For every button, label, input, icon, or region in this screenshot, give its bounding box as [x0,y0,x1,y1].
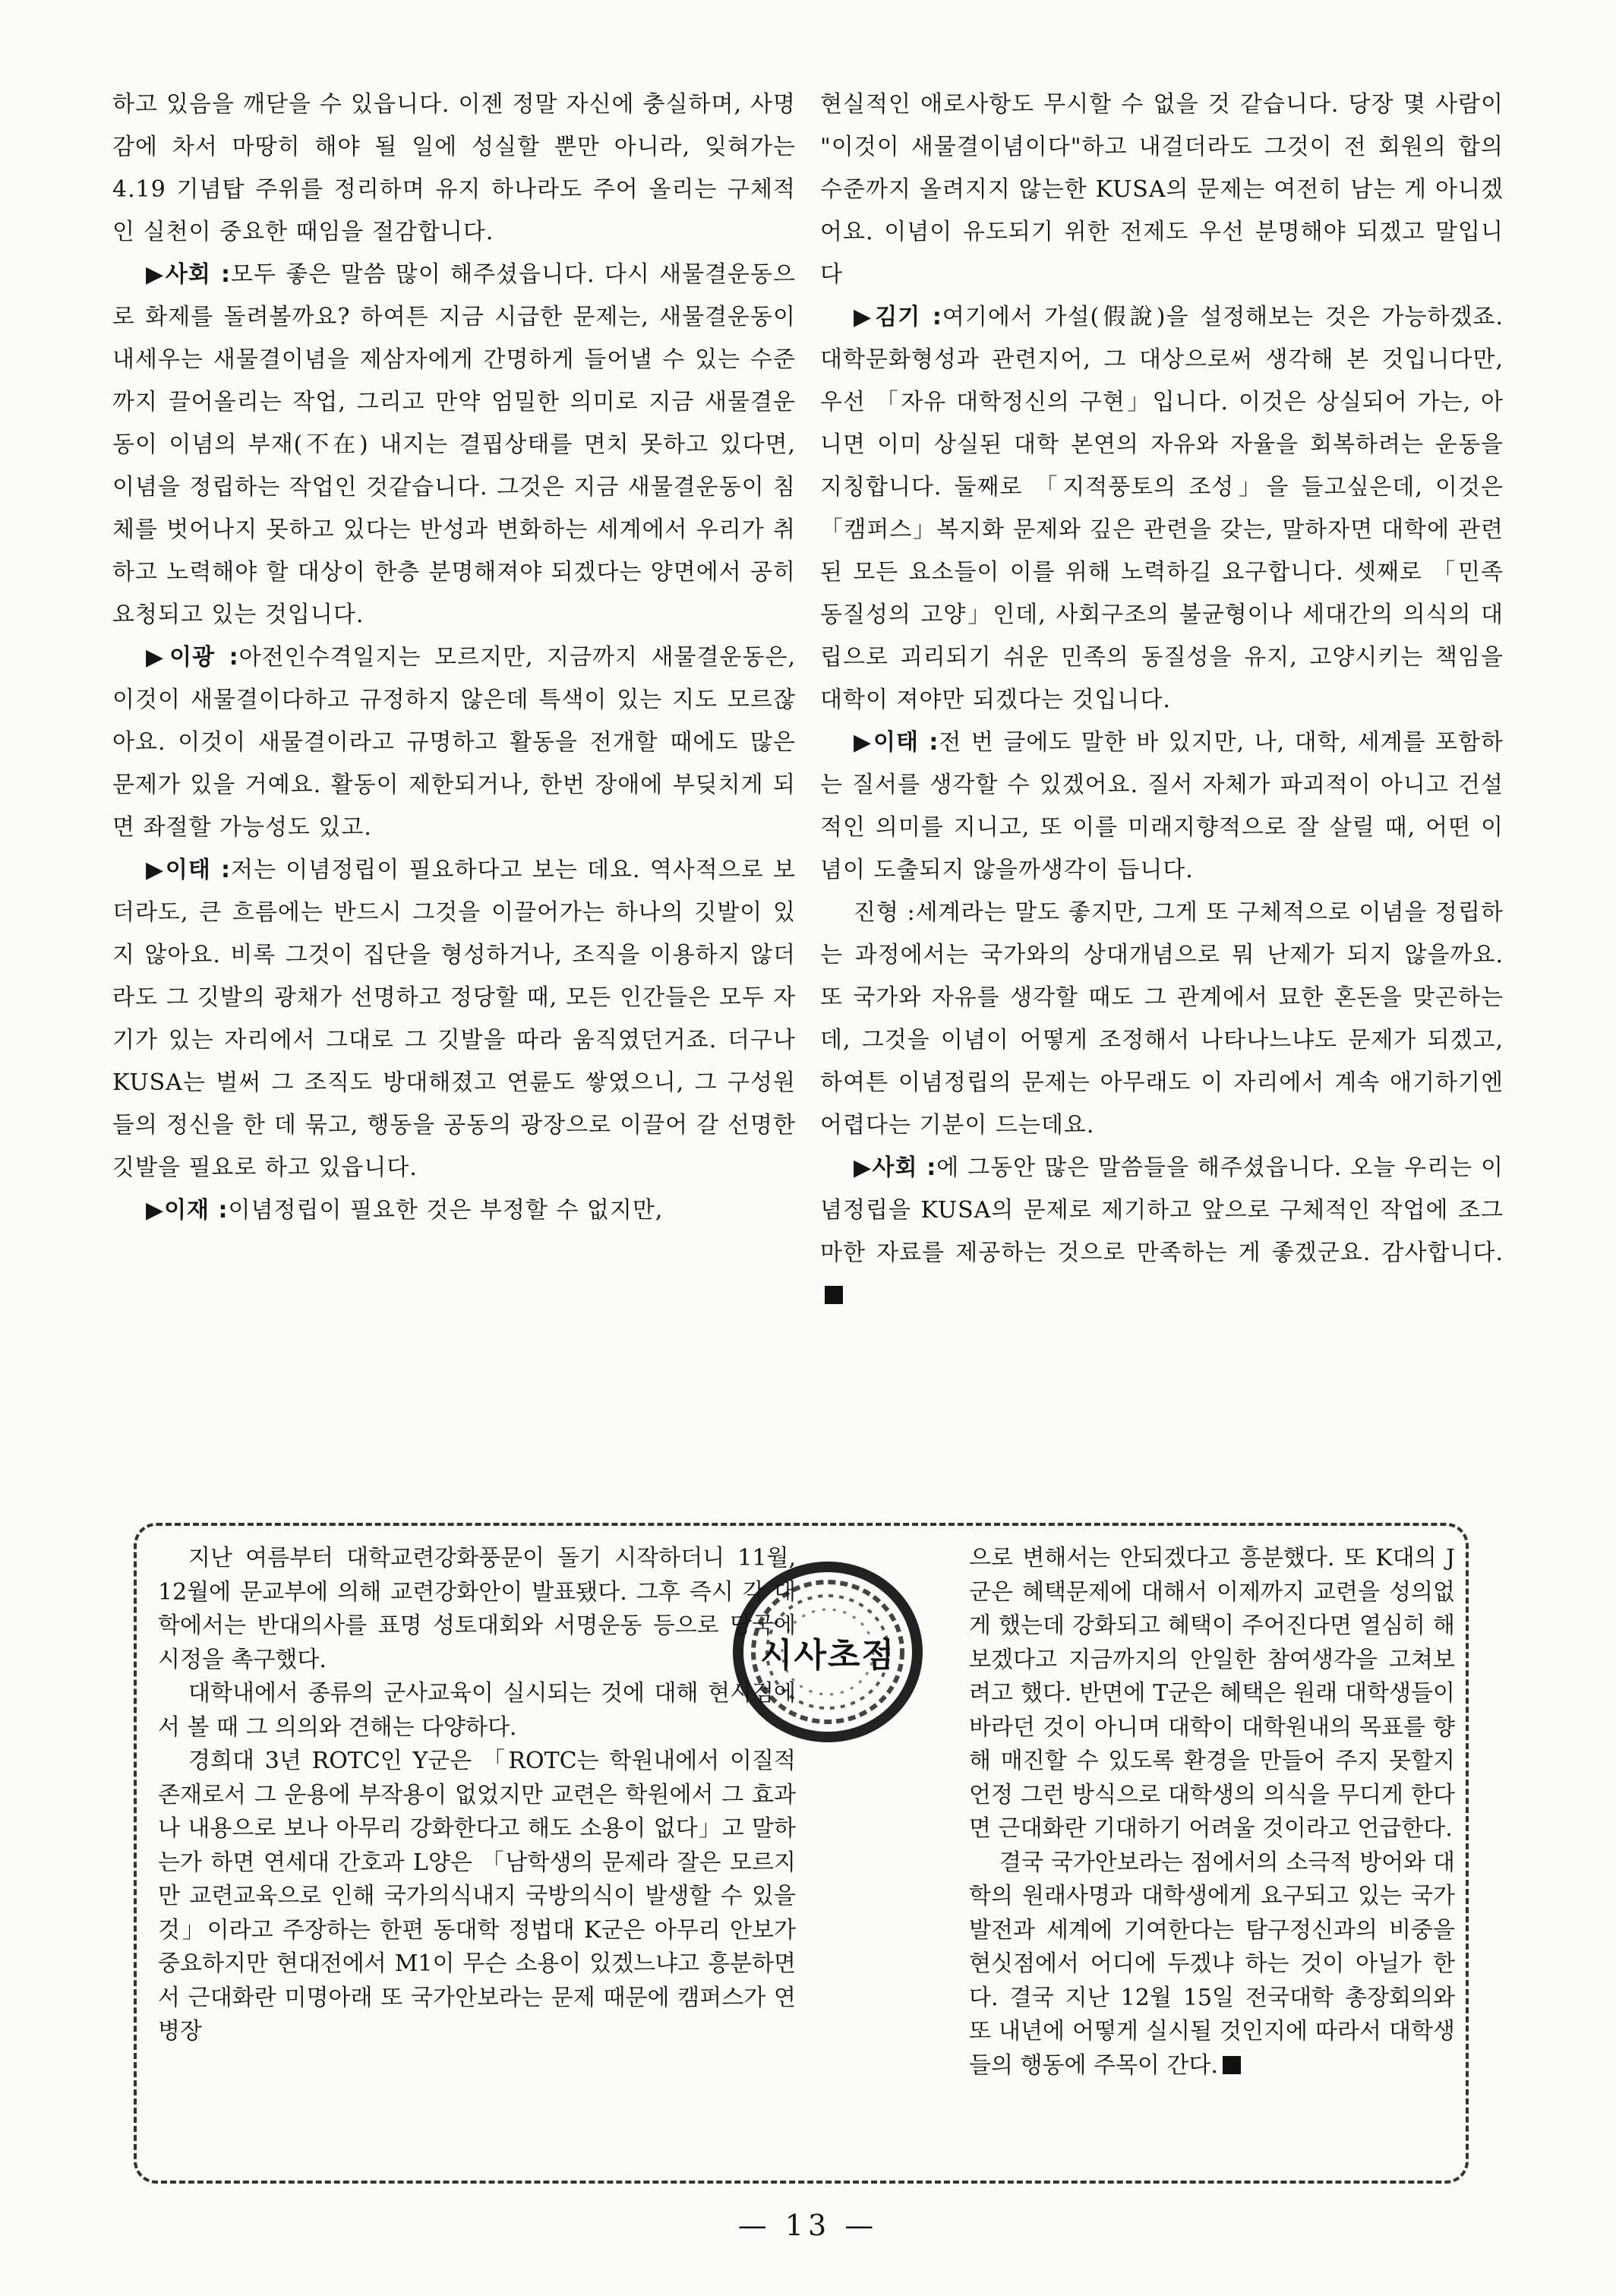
paragraph: 하고 있음을 깨닫을 수 있읍니다. 이젠 정말 자신에 충실하며, 사명감에 차서 마땅히 해야 될 일에 성실할 뿐만 아니라, 잊혀가는 4.19 기념탑 주위를 정리하며 유지 하나라도 주어 올리는 구체적인 실천이 중요한 때임을 절감합니다. [112,91,796,245]
paragraph: ▶김기 :여기에서 가설(假說)을 설정해보는 것은 가능하겠죠. 대학문화형성과 관련지어, 그 대상으로써 생각해 본 것입니다만, 우선 「자유 대학정신의 구현」입니다. 이것은 상실되어 가는, 아니면 이미 상실된 대학 본연의 자유와 자율을 회복하려는 운동을 지칭합니다. 둘째로 「지적풍토의 조성」을 들고싶은데, 이것은 「캠퍼스」복지화 문제와 깊은 관련을 갖는, 말하자면 대학에 관련된 모든 요소들이 이를 위해 노력하길 요구합니다. 셋째로 「민족 동질성의 고양」인데, 사회구조의 불균형이나 세대간의 의식의 대립으로 괴리되기 쉬운 민족의 동질성을 유지, 고양시키는 책임을 대학이 져야만 되겠다는 것입니다. [820,304,1504,713]
paragraph: 경희대 3년 ROTC인 Y군은 「ROTC는 학원내에서 이질적 존재로서 그 운용에 부작용이 없었지만 교련은 학원에서 그 효과나 내용으로 보나 아무리 강화한다고 해도 소용이 없다」고 말하는가 하면 연세대 간호과 L양은 「남학생의 문제라 잘은 모르지만 교련교육으로 인해 국가의식내지 국방의식이 발생할 수 있을 것」이라고 주장하는 한편 동대학 정법대 K군은 아무리 안보가 중요하지만 현대전에서 M1이 무슨 소용이 있겠느냐고 흥분하면서 근대화란 미명아래 또 국가안보라는 문제 때문에 캠퍼스가 연병장 [158,1748,796,2045]
paragraph: ▶이광 :아전인수격일지는 모르지만, 지금까지 새물결운동은, 이것이 새물결이다하고 규정하지 않은데 특색이 있는 지도 모르잖아요. 이것이 새물결이라고 규명하고 활동을 전개할 때에도 많은 문제가 있을 거예요. 활동이 제한되거나, 한번 장애에 부딪치게 되면 좌절할 가능성도 있고. [112,644,796,841]
speaker-label: ▶이태 : [854,729,939,756]
paragraph: 현실적인 애로사항도 무시할 수 없을 것 같습니다. 당장 몇 사람이 "이것이 새물결이념이다"하고 내걸더라도 그것이 전 회원의 합의수준까지 올려지지 않는한 KUSA의 문제는 여전히 남는 게 아니겠어요. 이념이 유도되기 위한 전제도 우선 분명해야 되겠고 말입니다 [820,91,1504,288]
paragraph: ▶사회 :에 그동안 많은 말씀들을 해주셨읍니다. 오늘 우리는 이념정립을 KUSA의 문제로 제기하고 앞으로 구체적인 작업에 조그마한 자료를 제공하는 것으로 만족하는 게 좋겠군요. 감사합니다. [820,1147,1504,1317]
left-column [112,84,796,1232]
paragraph: 진형 :세계라는 말도 좋지만, 그게 또 구체적으로 이념을 정립하는 과정에서는 국가와의 상대개념으로 뭐 난제가 되지 않을까요. 또 국가와 자유를 생각할 때도 그 관계에서 묘한 혼돈을 맞곤하는데, 그것을 이념이 어떻게 조정해서 나타나느냐도 문제가 되겠고, 하여튼 이념정립의 문제는 아무래도 이 자리에서 계속 애기하기엔 어렵다는 기분이 드는데요. [820,899,1504,1139]
box-left-column [158,1542,796,2049]
speaker-label: 진형 : [854,899,916,926]
paragraph: ▶이재 :이념정립이 필요한 것은 부정할 수 없지만, [146,1197,664,1224]
speaker-label: ▶사회 : [146,261,232,288]
speaker-label: ▶이재 : [146,1197,229,1224]
speaker-label: ▶이광 : [146,644,239,671]
stamp-label: 시사초점 [759,1636,895,1675]
paragraph: ▶이태 :저는 이념정립이 필요하다고 보는 데요. 역사적으로 보더라도, 큰 흐름에는 반드시 그것을 이끌어가는 하나의 깃발이 있지 않아요. 비록 그것이 집단을 형성하거나, 조직을 이용하지 않더라도 그 깃발의 광채가 선명하고 정당할 때, 모든 인간들은 모두 자기가 있는 자리에서 그대로 그 깃발을 따라 움직였던거죠. 더구나 KUSA는 벌써 그 조직도 방대해졌고 연륜도 쌓였으니, 그 구성원들의 정신을 한 데 묶고, 행동을 공동의 광장으로 이끌어 갈 선명한 깃발을 필요로 하고 있읍니다. [112,857,796,1181]
paragraph: 지난 여름부터 대학교련강화풍문이 돌기 시작하더니 11월, 12월에 문교부에 의해 교련강화안이 발표됐다. 그후 즉시 각 대학에서는 반대의사를 표명 성토대회와 서명운동 등으로 당국에 시정을 촉구했다. [158,1545,796,1673]
right-column [820,84,1504,1317]
speaker-label: ▶김기 : [854,304,942,330]
speaker-label: ▶이태 : [146,857,232,883]
box-right-column [969,1542,1455,2083]
paragraph: 으로 변해서는 안되겠다고 흥분했다. 또 K대의 J군은 혜택문제에 대해서 이제까지 교련을 성의없게 했는데 강화되고 혜택이 주어진다면 열심히 해보겠다고 지금까지의 안일한 참여생각을 고쳐보려고 했다. 반면에 T군은 혜택은 원래 대학생들이 바라던 것이 아니며 대학이 대학원내의 목표를 향해 매진할 수 있도록 환경을 만들어 주지 못할지언정 그런 방식으로 대학생의 의식을 무디게 한다면 근대화란 기대하기 어려울 것이라고 언급한다. [969,1545,1455,1842]
speaker-label: ▶사회 : [854,1154,937,1181]
paragraph: ▶사회 :모두 좋은 말씀 많이 해주셨읍니다. 다시 새물결운동으로 화제를 돌려볼까요? 하여튼 지금 시급한 문제는, 새물결운동이 내세우는 새물결이념을 제삼자에게 간명하게 들어낼 수 있는 수준까지 끌어올리는 작업, 그리고 만약 엄밀한 의미로 지금 새물결운동이 이념의 부재(不在) 내지는 결핍상태를 면치 못하고 있다면, 이념을 정립하는 작업인 것같습니다. 그것은 지금 새물결운동이 침체를 벗어나지 못하고 있다는 반성과 변화하는 세계에서 우리가 취하고 노력해야 할 대상이 한층 분명해져야 되겠다는 양면에서 공히 요청되고 있는 것입니다. [112,261,796,628]
paragraph: 결국 국가안보라는 점에서의 소극적 방어와 대학의 원래사명과 대학생에게 요구되고 있는 국가발전과 세계에 기여한다는 탐구정신과의 비중을 현싯점에서 어디에 두겠냐 하는 것이 아닐가 한다. 결국 지난 12월 15일 전국대학 총장회의와 또 내년에 어떻게 실시될 것인지에 따라서 대학생들의 행동에 주목이 간다. [969,1849,1455,2079]
end-mark-icon [1223,2056,1241,2074]
end-mark-icon [825,1286,843,1304]
page-number: — 13 — [737,2209,879,2242]
paragraph: 대학내에서 종류의 군사교육이 실시되는 것에 대해 현시점에서 볼 때 그 의의와 견해는 다양하다. [158,1680,796,1741]
paragraph: ▶이태 :전 번 글에도 말한 바 있지만, 나, 대학, 세계를 포함하는 질서를 생각할 수 있겠어요. 질서 자체가 파괴적이 아니고 건설적인 의미를 지니고, 또 이를 미래지향적으로 잘 살릴 때, 어떤 이념이 도출되지 않을까생각이 듭니다. [820,729,1504,883]
